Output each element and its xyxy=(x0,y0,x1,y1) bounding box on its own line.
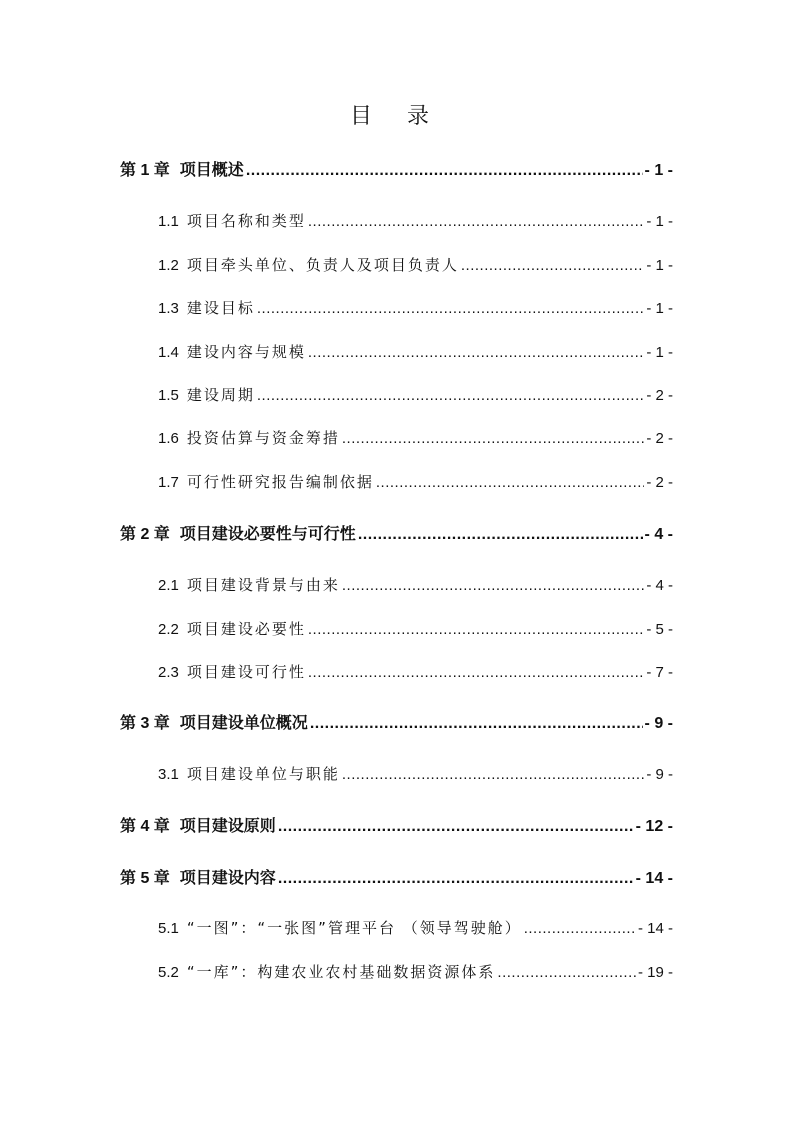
toc-page-number: - 19 - xyxy=(637,964,673,981)
toc-label: 项目概述 xyxy=(179,160,244,179)
toc-number: 1.3 xyxy=(158,300,179,317)
toc-page-number: - 2 - xyxy=(646,387,673,404)
toc-page-number: - 2 - xyxy=(646,430,673,447)
toc-chapter-4[interactable] xyxy=(120,814,673,838)
toc-label: 项目建设单位概况 xyxy=(179,713,308,732)
toc-chapter-2[interactable] xyxy=(120,522,673,546)
toc-section-1-3[interactable] xyxy=(158,296,673,320)
toc-chapter-3[interactable] xyxy=(120,711,673,735)
toc-leader xyxy=(524,917,636,940)
toc-number: 第 5 章 xyxy=(120,870,170,887)
toc-page-number: - 4 - xyxy=(644,526,673,543)
toc-leader xyxy=(342,427,644,450)
toc-page-number: - 9 - xyxy=(644,715,673,732)
toc-section-5-1[interactable] xyxy=(158,916,673,940)
toc-label: “一库”：构建农业农村基础数据资源体系 xyxy=(186,963,496,981)
toc-chapter-1[interactable] xyxy=(120,158,673,182)
toc-label: 项目牵头单位、负责人及项目负责人 xyxy=(186,256,459,274)
toc-label: 建设周期 xyxy=(186,386,255,404)
toc-number: 1.5 xyxy=(158,387,179,404)
toc-page-number: - 9 - xyxy=(646,766,673,783)
toc-number: 第 4 章 xyxy=(120,818,170,835)
toc-leader xyxy=(308,210,644,233)
toc-page-number: - 1 - xyxy=(646,213,673,230)
toc-leader xyxy=(278,867,634,890)
toc-section-1-2[interactable] xyxy=(158,253,673,277)
toc-section-2-2[interactable] xyxy=(158,617,673,641)
toc-number: 第 1 章 xyxy=(120,162,170,179)
toc-section-1-4[interactable] xyxy=(158,340,673,364)
toc-number: 第 2 章 xyxy=(120,526,170,543)
toc-leader xyxy=(358,523,643,546)
toc-label: 项目建设内容 xyxy=(179,868,276,887)
toc-page-number: - 14 - xyxy=(635,870,673,887)
toc-page-number: - 12 - xyxy=(635,818,673,835)
toc-leader xyxy=(246,159,643,182)
toc-number: 1.2 xyxy=(158,257,179,274)
toc-label: 项目建设必要性 xyxy=(186,620,306,638)
toc-chapter-5[interactable] xyxy=(120,866,673,890)
toc-page-number: - 4 - xyxy=(646,577,673,594)
toc-label: 项目建设原则 xyxy=(179,816,276,835)
toc-leader xyxy=(308,341,644,364)
toc-number: 1.4 xyxy=(158,344,179,361)
toc-number: 1.1 xyxy=(158,213,179,230)
toc-section-1-7[interactable] xyxy=(158,470,673,494)
toc-label: 可行性研究报告编制依据 xyxy=(186,473,374,491)
toc-number: 5.1 xyxy=(158,920,179,937)
toc-label: 项目建设必要性与可行性 xyxy=(179,524,356,543)
toc-page-number: - 5 - xyxy=(646,621,673,638)
toc-number: 第 3 章 xyxy=(120,715,170,732)
toc-label: 项目名称和类型 xyxy=(186,212,306,230)
toc-page-number: - 2 - xyxy=(646,474,673,491)
toc-leader xyxy=(497,961,636,984)
toc-leader xyxy=(278,815,634,838)
toc-number: 2.2 xyxy=(158,621,179,638)
toc-label: 建设目标 xyxy=(186,299,255,317)
toc-number: 5.2 xyxy=(158,964,179,981)
toc-page-number: - 1 - xyxy=(644,162,673,179)
toc-section-1-1[interactable] xyxy=(158,209,673,233)
toc-number: 3.1 xyxy=(158,766,179,783)
toc-label: “一图”：“一张图”管理平台 （领导驾驶舱） xyxy=(186,919,522,937)
toc-section-1-5[interactable] xyxy=(158,383,673,407)
toc-leader xyxy=(342,763,644,786)
toc-section-2-3[interactable] xyxy=(158,660,673,684)
toc-leader xyxy=(257,384,644,407)
toc-page-number: - 1 - xyxy=(646,257,673,274)
toc-leader xyxy=(461,254,644,277)
toc-leader xyxy=(342,574,644,597)
toc-section-5-2[interactable] xyxy=(158,960,673,984)
toc-label: 项目建设单位与职能 xyxy=(186,765,340,783)
toc-label: 项目建设可行性 xyxy=(186,663,306,681)
toc-leader xyxy=(308,661,644,684)
toc-number: 2.3 xyxy=(158,664,179,681)
toc-page-number: - 1 - xyxy=(646,300,673,317)
toc-page-number: - 1 - xyxy=(646,344,673,361)
toc-leader xyxy=(257,297,644,320)
toc-label: 建设内容与规模 xyxy=(186,343,306,361)
toc-section-2-1[interactable] xyxy=(158,573,673,597)
toc-section-3-1[interactable] xyxy=(158,762,673,786)
toc-number: 1.6 xyxy=(158,430,179,447)
toc-number: 1.7 xyxy=(158,474,179,491)
toc-page-number: - 7 - xyxy=(646,664,673,681)
toc-number: 2.1 xyxy=(158,577,179,594)
toc-title: 目 录 xyxy=(350,104,443,129)
toc-leader xyxy=(310,712,643,735)
toc-section-1-6[interactable] xyxy=(158,426,673,450)
toc-page-number: - 14 - xyxy=(637,920,673,937)
toc-leader xyxy=(376,471,644,494)
toc-label: 投资估算与资金筹措 xyxy=(186,429,340,447)
toc-leader xyxy=(308,618,644,641)
toc-label: 项目建设背景与由来 xyxy=(186,576,340,594)
